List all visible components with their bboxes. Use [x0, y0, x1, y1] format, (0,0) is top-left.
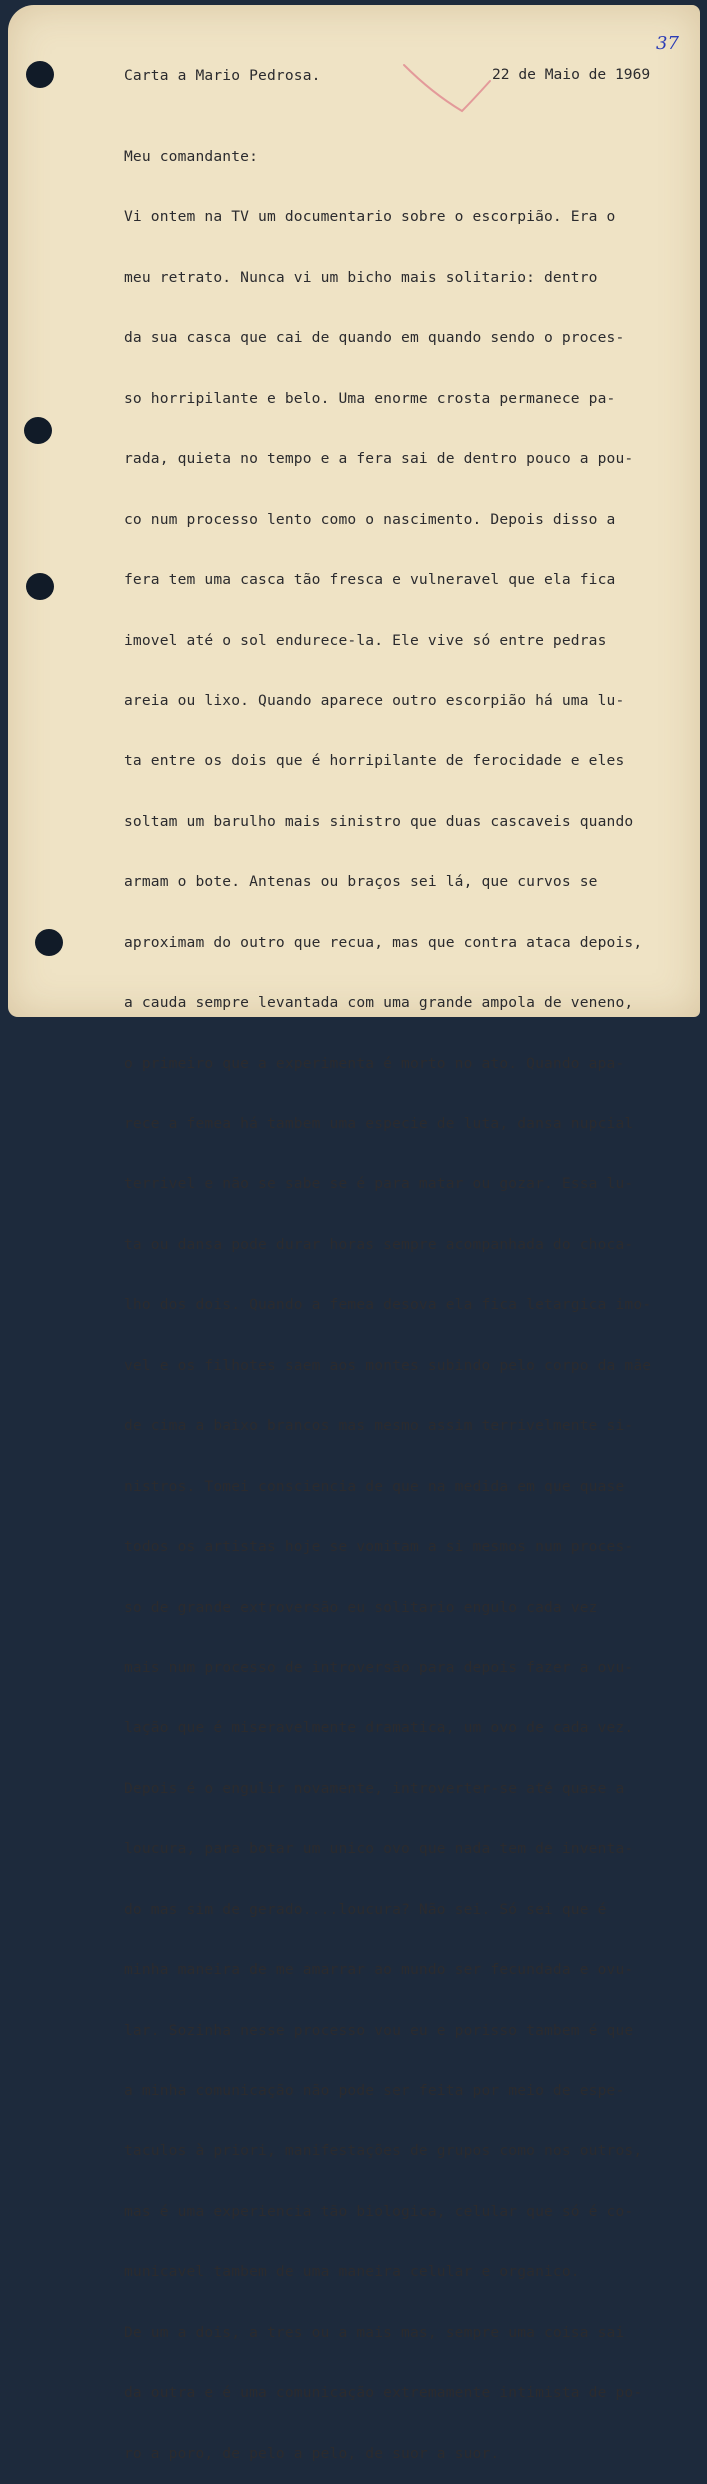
letter-body [124, 107, 651, 2484]
text-line: da sua casca que cai de quando em quando sendo o proces- [124, 329, 625, 347]
text-line: imovel até o sol endurece-la. Ele vive só entre pedras [124, 631, 607, 649]
text-line: vel e os filhotes saem aos montes subindo pelo corpo da mãe [124, 1356, 652, 1374]
letter-date: 22 de Maio de 1969 [492, 66, 651, 83]
text-line: aproximam do outro que recua, mas que contra ataca depois, [124, 933, 643, 951]
text-line: ta entre os dois que é horripilante de ferocidade e eles [124, 752, 625, 770]
text-line: todos os artistas hoje se vomitam a si mesmos num proces- [124, 1538, 634, 1556]
text-line: Depois é o engulir novamente, introverter-se até quase a [124, 1779, 625, 1797]
text-line: minha maneira de me amarrar ao mundo ser fecundada e ovu- [124, 1961, 634, 1979]
punch-hole [35, 929, 63, 956]
text-line: ta ou dansa pode durar horas sempre acompanhada do choca- [124, 1235, 634, 1253]
text-line: terrivel e não se sabe se é para matar ou gozar. Essa lu- [124, 1175, 634, 1193]
text-line: De um a dois, a tres ou a mais mas, sempre uma coisa sai [124, 2323, 625, 2341]
text-line: meu retrato. Nunca vi um bicho mais solitario: dentro [124, 268, 598, 286]
text-line: do mas sim de gerado....loucura? Não sei. Só sei que é [124, 1900, 607, 1918]
text-line: armam o bote. Antenas ou braços sei lá, que curvos se [124, 873, 598, 891]
text-line: a cauda sempre levantada com uma grande ampola de veneno, [124, 994, 634, 1012]
text-line: ro a poro, de pelo a pelo, de suor a suor. [124, 2444, 500, 2462]
text-line: loucura, para botar um unico ovo que nada tem de inventa- [124, 1840, 634, 1858]
text-line: o primeiro que a experimenta é morto no ato. Quando apa- [124, 1054, 625, 1072]
text-line: taculos à priori, manifestações de grupos como nos outros, [124, 2142, 643, 2160]
text-line: de cima a baixo brancos mas mesmo assim terrivelmente si- [124, 1417, 634, 1435]
text-line: lação que é miseravelmente dramatica, um ovo de cada vez. [124, 1719, 634, 1737]
text-line: rada, quieta no tempo e a fera sai de dentro pouco a pou- [124, 450, 634, 468]
text-line: mas é uma experiencia tão biologica, celular que só é co- [124, 2202, 634, 2220]
page-number: 37 [656, 33, 679, 54]
text-line: nistros. Tomei consciencia de que na medida em que quase [124, 1477, 625, 1495]
punch-hole [24, 417, 52, 444]
text-line: mais num processo de introversão para depois fazer a ovu- [124, 1658, 634, 1676]
text-line: areia ou lixo. Quando aparece outro escorpião há uma lu- [124, 691, 625, 709]
punch-hole [26, 61, 54, 88]
text-line: Meu comandante: [124, 148, 259, 165]
text-line: Vi ontem na TV um documentario sobre o escorpião. Era o [124, 208, 616, 226]
letter-title: Carta a Mario Pedrosa. [124, 67, 321, 84]
text-line: da outra e é uma comunicação extremamente intimista de po- [124, 2384, 643, 2402]
text-line: fera tem uma casca tão fresca e vulneravel que ela fica [124, 571, 616, 589]
text-line: soltam um barulho mais sinistro que duas cascaveis quando [124, 812, 634, 830]
text-line: so de grande extroversão eu solitario engulo cada vez [124, 1598, 598, 1616]
text-line: municavel tambem de uma maneira celular e organico. [124, 2263, 580, 2281]
text-line: rece a femea há tambem uma especie de luta, dansa nupcial [124, 1115, 634, 1132]
punch-hole [26, 573, 54, 600]
text-line: lho dos dois. Quando a femea desova ela fica letargica imo- [124, 1296, 652, 1314]
text-line: so horripilante e belo. Uma enorme crosta permanece pa- [124, 389, 616, 407]
text-line: lar. Sozinha nesse processo vou eu e porisso tambem é que [124, 2021, 634, 2039]
text-line: co num processo lento como o nascimento. Depois disso a [124, 510, 616, 528]
text-line: a minha comunicação não pode ser feita por meio de espe- [124, 2082, 625, 2099]
